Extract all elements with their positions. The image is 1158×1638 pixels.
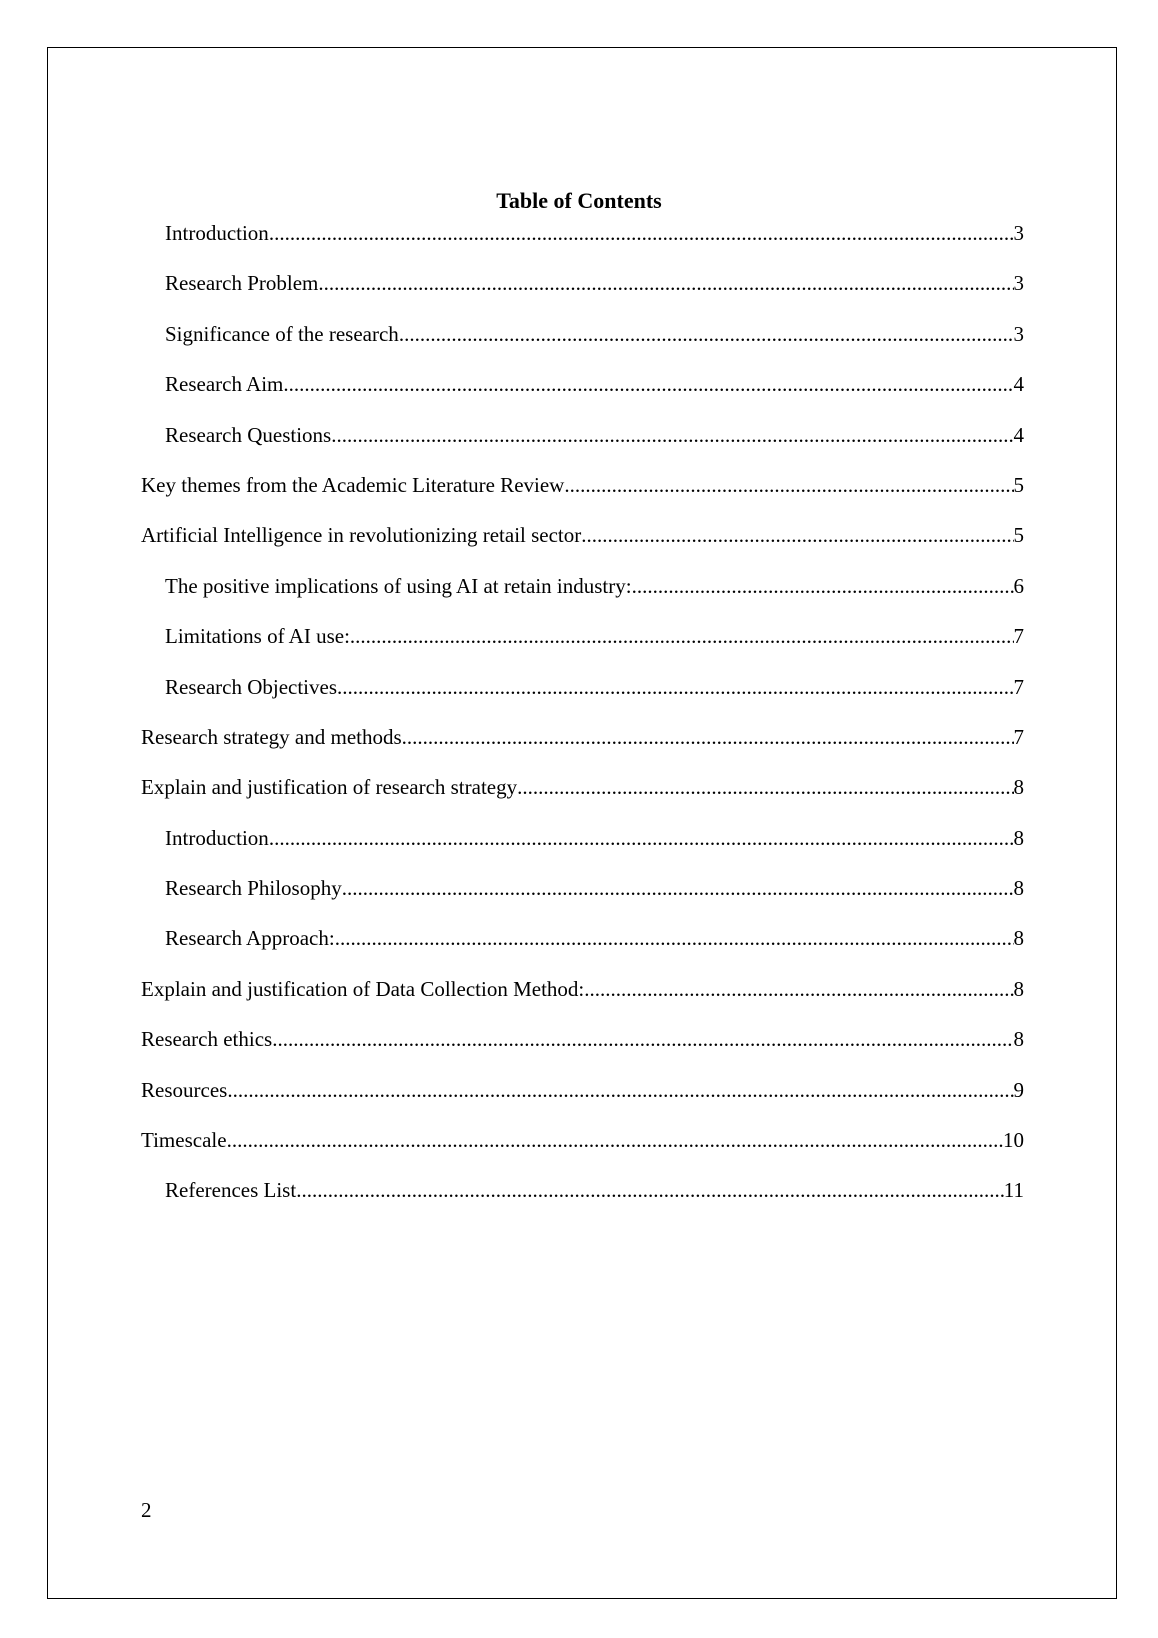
toc-entry[interactable] [141,369,1024,419]
toc-entry[interactable] [141,1075,1024,1125]
toc-entry[interactable] [141,772,1024,822]
toc-entry[interactable] [141,1175,1024,1225]
toc-entry-page: 3 [1013,221,1024,245]
toc-entry-page: 8 [1013,1027,1024,1052]
toc-dot-leader [272,1024,1013,1054]
toc-dot-leader [581,520,1013,550]
page-number: 2 [141,1498,152,1522]
toc-dot-leader [269,218,1014,248]
toc-entry-page: 6 [1013,573,1024,598]
toc-entry-page: 9 [1013,1077,1024,1102]
toc-entry[interactable] [141,470,1024,520]
toc-entry-label: Research Objectives [165,674,338,699]
toc-entry-page: 3 [1013,271,1024,296]
toc-dot-leader [632,571,1014,601]
toc-entry-page: 8 [1013,926,1024,951]
toc-entry-page: 3 [1013,321,1024,346]
toc-entry-page: 5 [1013,523,1024,548]
toc-entry[interactable] [141,1125,1024,1175]
toc-entry-label: Research Problem [165,271,319,296]
toc-entry-label: References List [165,1178,297,1203]
toc-dot-leader [517,772,1013,802]
toc-dot-leader [269,823,1014,853]
toc-entry-page: 4 [1013,372,1024,397]
toc-dot-leader [318,268,1013,298]
toc-entry-page: 4 [1013,422,1024,447]
toc-entry-label: Research strategy and methods [141,724,402,749]
toc-entry-page: 8 [1013,876,1024,901]
toc-entry-page: 11 [1003,1178,1024,1203]
toc-entry[interactable] [141,873,1024,923]
toc-title: Table of Contents [496,188,662,213]
toc-entry-label: Artificial Intelligence in revolutionizing retail sector [141,523,582,548]
toc-entry[interactable] [141,319,1024,369]
toc-entry-label: Timescale [141,1128,227,1153]
toc-entry[interactable] [141,974,1024,1024]
toc-entry[interactable] [141,571,1024,621]
toc-entry-label: Research Aim [165,372,284,397]
toc-dot-leader [584,974,1013,1004]
toc-dot-leader [337,672,1013,702]
toc-dot-leader [564,470,1013,500]
toc-entry-page: 8 [1013,775,1024,800]
toc-dot-leader [342,873,1014,903]
toc-entry-label: Resources [141,1077,228,1102]
toc-entry[interactable] [141,672,1024,722]
toc-dot-leader [335,923,1014,953]
toc-entry-page: 7 [1013,674,1024,699]
toc-entry-label: Research Approach: [165,926,335,951]
toc-entry[interactable] [141,268,1024,318]
toc-entry-label: The positive implications of using AI at retain industry: [165,573,632,598]
toc-entry-page: 8 [1013,825,1024,850]
toc-entry-label: Research Questions [165,422,332,447]
toc-entry-label: Key themes from the Academic Literature Review [141,472,565,497]
toc-dot-leader [227,1075,1013,1105]
table-of-contents [141,218,1024,1226]
toc-entry-page: 5 [1013,472,1024,497]
toc-dot-leader [283,369,1013,399]
toc-dot-leader [331,420,1013,450]
toc-entry-label: Explain and justification of Data Collection Method: [141,976,585,1001]
toc-entry-label: Explain and justification of research strategy [141,775,518,800]
toc-entry-page: 7 [1013,624,1024,649]
toc-dot-leader [350,621,1014,651]
toc-entry-label: Significance of the research [165,321,399,346]
toc-entry-label: Limitations of AI use: [165,624,350,649]
toc-entry[interactable] [141,621,1024,671]
toc-entry[interactable] [141,923,1024,973]
toc-dot-leader [402,722,1014,752]
toc-entry[interactable] [141,520,1024,570]
toc-entry[interactable] [141,722,1024,772]
toc-entry-label: Introduction [165,221,269,245]
toc-dot-leader [399,319,1014,349]
toc-entry-page: 7 [1013,724,1024,749]
toc-entry-label: Introduction [165,825,269,850]
toc-dot-leader [227,1125,1003,1155]
toc-entry-page: 8 [1013,976,1024,1001]
toc-dot-leader [296,1175,1004,1205]
toc-entry[interactable] [141,1024,1024,1074]
toc-entry[interactable] [141,218,1024,268]
toc-entry[interactable] [141,420,1024,470]
toc-entry-label: Research Philosophy [165,876,342,901]
toc-entry-label: Research ethics [141,1027,273,1052]
toc-entry[interactable] [141,823,1024,873]
toc-entry-page: 10 [1003,1128,1024,1153]
